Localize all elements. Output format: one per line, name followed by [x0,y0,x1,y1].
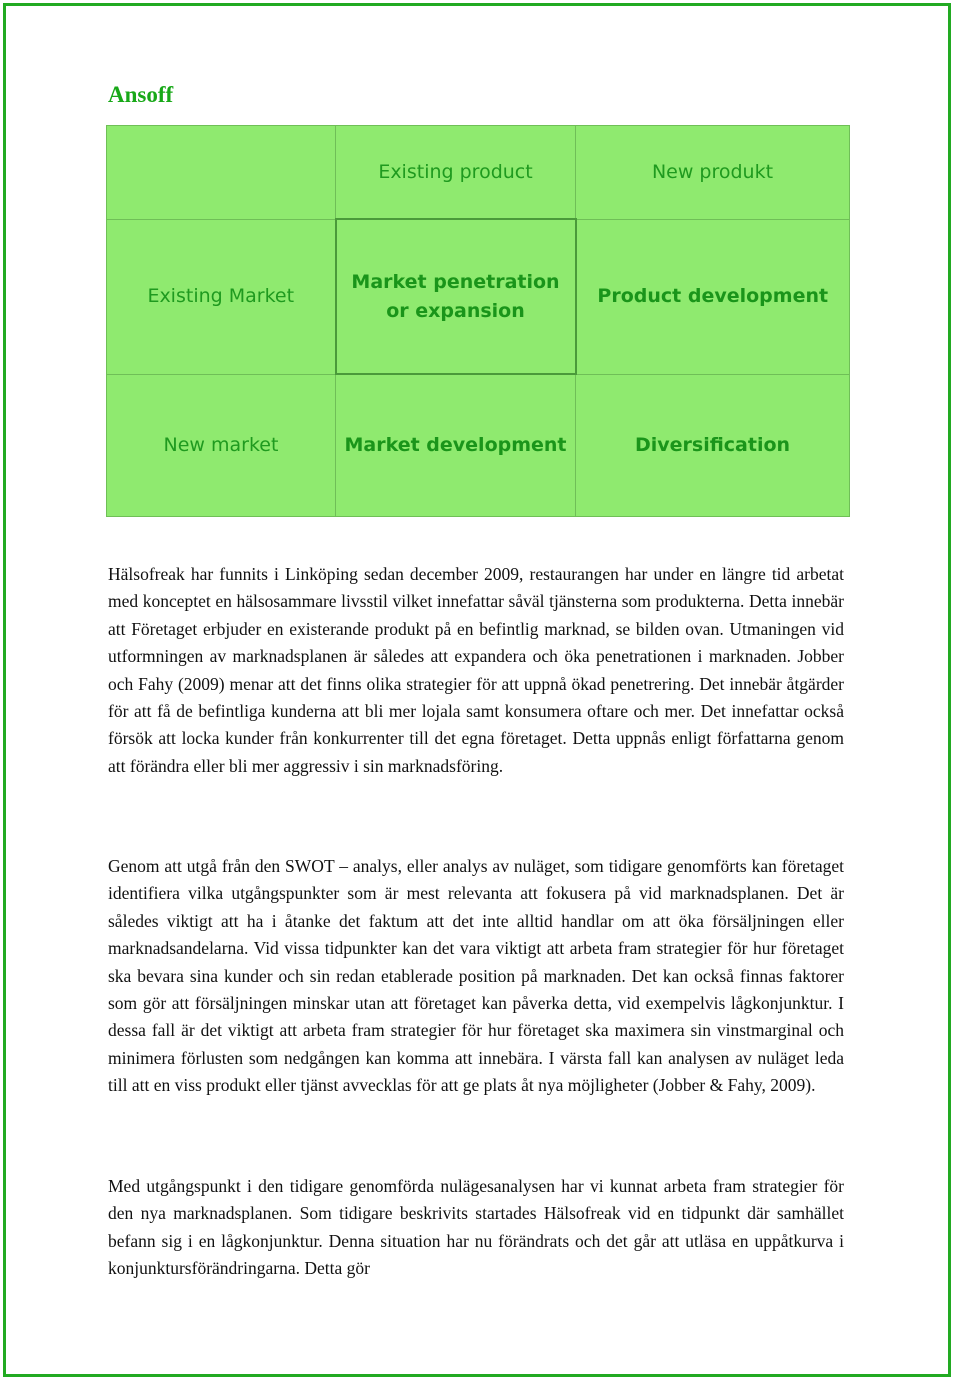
body-paragraph-2: Genom att utgå från den SWOT – analys, eller analys av nuläget, som tidigare genomförts kan företaget identifiera vilka utgångspunkter som är mest relevanta att fokusera på vid marknadsplanen. Det är således viktigt att ha i åtanke det faktum att det inte alltid handlar om att öka försäljningen eller marknadsandelarna. Vid vissa tidpunkter kan det vara viktigt att arbeta fram strategier för hur företaget ska bevara sina kunder och sin redan etablerade position på marknaden. Det kan också finnas faktorer som gör att försäljningen minskar utan att företaget kan påverka detta, vid exempelvis lågkonjunktur. I dessa fall är det viktigt att arbeta fram strategier för hur företaget ska maximera sin vinstmarginal och minimera förlusten som nedgången kan komma att innebära. I värsta fall kan analysen av nuläget leda till att en viss produkt eller tjänst avvecklas för att ge plats åt nya möjligheter (Jobber & Fahy, 2009). [108,856,844,1096]
matrix-corner-cell [107,126,336,220]
ansoff-matrix [106,125,850,517]
matrix-header-row [107,126,850,220]
body-paragraph-1: Hälsofreak har funnits i Linköping sedan december 2009, restaurangen har under en längre tid arbetat med konceptet en hälsosammare livsstil vilket innefattar såväl tjänsterna som produkterna. Detta innebär att Företaget erbjuder en existerande produkt på en befintlig marknad, se bilden ovan. Utmaningen vid utformningen av marknadsplanen är således att expandera och öka penetrationen i marknaden. Jobber och Fahy (2009) menar att det finns olika strategier för att uppnå ökad penetrering. Det innebär åtgärder för att få de befintliga kunderna att bli mer lojala samt konsumera oftare och mer. Det innefattar också försök att locka kunder från konkurrenter till det egna företaget. Detta uppnås enligt författarna genom att förändra eller bli mer aggressiv i sin marknadsföring. [108,564,844,776]
col-header-existing-product: Existing product [336,126,576,220]
cell-market-development: Market development [336,374,576,516]
matrix-row-existing-market [107,219,850,374]
row-header-new-market: New market [107,374,336,516]
cell-market-penetration: Market penetration or expansion [336,219,576,374]
body-paragraph-3: Med utgångspunkt i den tidigare genomförda nulägesanalysen har vi kunnat arbeta fram strategier för den nya marknadsplanen. Som tidigare beskrivits startades Hälsofreak vid en tidpunkt där samhället befann sig i en lågkonjunktur. Denna situation har nu förändrats och det går att utläsa en uppåtkurva i konjunktursförändringarna. Detta gör [108,1176,844,1279]
cell-product-development: Product development [576,219,850,374]
row-header-existing-market: Existing Market [107,219,336,374]
cell-diversification: Diversification [576,374,850,516]
col-header-new-product: New produkt [576,126,850,220]
matrix-row-new-market [107,374,850,516]
section-heading: Ansoff [108,82,174,107]
